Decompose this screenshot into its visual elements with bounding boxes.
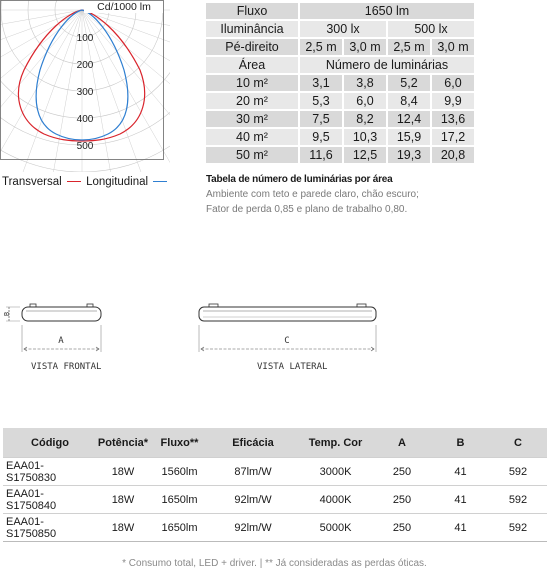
count-cell: 6,0	[344, 93, 386, 109]
area-label: Área	[206, 57, 298, 73]
cell-codigo: EAA01-S1750840	[3, 486, 94, 514]
ring-label: 100	[76, 33, 94, 44]
cell-eficacia: 87lm/W	[207, 458, 299, 486]
caption-line-1: Ambiente com teto e parede claro, chão escuro;	[206, 189, 419, 200]
cell-temp-cor: 4000K	[299, 486, 372, 514]
count-cell: 9,9	[432, 93, 474, 109]
area-cell: 50 m²	[206, 147, 298, 163]
cell-potencia: 18W	[94, 514, 152, 542]
count-cell: 12,5	[344, 147, 386, 163]
area-cell: 30 m²	[206, 111, 298, 127]
footnote: * Consumo total, LED + driver. | ** Já consideradas as perdas óticas.	[122, 558, 427, 569]
count-cell: 17,2	[432, 129, 474, 145]
ring-label: 200	[76, 60, 94, 71]
cell-codigo: EAA01-S1750850	[3, 514, 94, 542]
polar-radial	[0, 10, 82, 99]
col-header-fluxo: Fluxo**	[152, 428, 207, 458]
polar-radial	[82, 10, 170, 140]
count-cell: 7,5	[300, 111, 342, 127]
iluminancia-row	[206, 21, 474, 37]
caption-line-2: Fator de perda 0,85 e plano de trabalho 0,80.	[206, 204, 408, 215]
legend-longitudinal: Longitudinal	[86, 176, 149, 188]
cell-b: 41	[432, 458, 489, 486]
count-cell: 5,3	[300, 93, 342, 109]
cell-c: 592	[489, 514, 547, 542]
polar-radial	[82, 10, 170, 172]
height-cell: 2,5 m	[388, 39, 430, 55]
area-row	[206, 93, 474, 109]
count-cell: 12,4	[388, 111, 430, 127]
cell-c: 592	[489, 486, 547, 514]
col-header-a: A	[372, 428, 432, 458]
table-caption	[206, 172, 536, 217]
ring-label: 400	[76, 114, 94, 125]
fluxo-value: 1650 lm	[300, 3, 474, 19]
iluminancia-label: Iluminância	[206, 21, 298, 37]
cell-a: 250	[372, 458, 432, 486]
col-header-codigo: Código	[3, 428, 94, 458]
count-cell: 5,2	[388, 75, 430, 91]
cell-potencia: 18W	[94, 458, 152, 486]
count-cell: 8,2	[344, 111, 386, 127]
caption-title: Tabela de número de luminárias por área	[206, 174, 393, 185]
count-cell: 3,8	[344, 75, 386, 91]
polar-radial	[82, 10, 170, 172]
front-view-label: VISTA FRONTAL	[31, 362, 102, 372]
dim-b-label: B	[3, 311, 11, 317]
spec-header-row	[3, 428, 547, 458]
cell-codigo: EAA01-S1750830	[3, 458, 94, 486]
table-row	[3, 458, 547, 486]
cell-potencia: 18W	[94, 486, 152, 514]
count-cell: 15,9	[388, 129, 430, 145]
ring-label: 300	[76, 87, 94, 98]
side-view-drawing	[199, 304, 376, 352]
cell-c: 592	[489, 458, 547, 486]
area-row	[206, 111, 474, 127]
count-cell: 13,6	[432, 111, 474, 127]
area-row	[206, 129, 474, 145]
cell-a: 250	[372, 486, 432, 514]
unit-label: Cd/1000 lm	[97, 1, 151, 13]
spec-table	[3, 428, 547, 542]
col-header-temp-cor: Temp. Cor	[299, 428, 372, 458]
cell-eficacia: 92lm/W	[207, 514, 299, 542]
count-cell: 11,6	[300, 147, 342, 163]
cell-temp-cor: 3000K	[299, 458, 372, 486]
cell-fluxo: 1560lm	[152, 458, 207, 486]
count-cell: 9,5	[300, 129, 342, 145]
count-cell: 6,0	[432, 75, 474, 91]
area-cell: 10 m²	[206, 75, 298, 91]
count-cell: 19,3	[388, 147, 430, 163]
count-cell: 8,4	[388, 93, 430, 109]
height-cell: 2,5 m	[300, 39, 342, 55]
legend-transversal-swatch	[67, 181, 81, 182]
table-row	[3, 514, 547, 542]
ring-label: 500	[76, 141, 94, 152]
numero-label: Número de luminárias	[300, 57, 474, 73]
count-cell: 20,8	[432, 147, 474, 163]
dim-c-label: C	[284, 336, 290, 346]
cell-a: 250	[372, 514, 432, 542]
col-header-potencia: Potência*	[94, 428, 152, 458]
height-cell: 3,0 m	[432, 39, 474, 55]
polar-radial	[82, 10, 170, 172]
polar-intensity-diagram	[0, 0, 170, 172]
fluxo-row	[206, 3, 474, 19]
cell-b: 41	[432, 486, 489, 514]
count-cell: 10,3	[344, 129, 386, 145]
legend-longitudinal-swatch	[153, 181, 167, 182]
area-cell: 40 m²	[206, 129, 298, 145]
luminaire-count-table	[204, 1, 476, 165]
side-view-label: VISTA LATERAL	[257, 362, 328, 372]
cell-b: 41	[432, 514, 489, 542]
col-header-b: B	[432, 428, 489, 458]
cell-temp-cor: 5000K	[299, 514, 372, 542]
col-header-c: C	[489, 428, 547, 458]
lux300-header: 300 lx	[300, 21, 386, 37]
area-cell: 20 m²	[206, 93, 298, 109]
table-row	[3, 486, 547, 514]
area-header-row	[206, 57, 474, 73]
area-row	[206, 147, 474, 163]
polar-radial	[82, 10, 170, 172]
lux500-header: 500 lx	[388, 21, 474, 37]
cell-eficacia: 92lm/W	[207, 486, 299, 514]
pe-direito-label: Pé-direito	[206, 39, 298, 55]
cell-fluxo: 1650lm	[152, 514, 207, 542]
front-view-drawing	[3, 304, 101, 352]
cell-fluxo: 1650lm	[152, 486, 207, 514]
height-cell: 3,0 m	[344, 39, 386, 55]
curve-legend	[2, 176, 169, 188]
pe-direito-row	[206, 39, 474, 55]
ring-labels	[77, 33, 94, 152]
count-cell: 3,1	[300, 75, 342, 91]
area-row	[206, 75, 474, 91]
dim-a-label: A	[58, 336, 64, 346]
legend-transversal: Transversal	[2, 176, 62, 188]
fluxo-label: Fluxo	[206, 3, 298, 19]
col-header-eficacia: Eficácia	[207, 428, 299, 458]
